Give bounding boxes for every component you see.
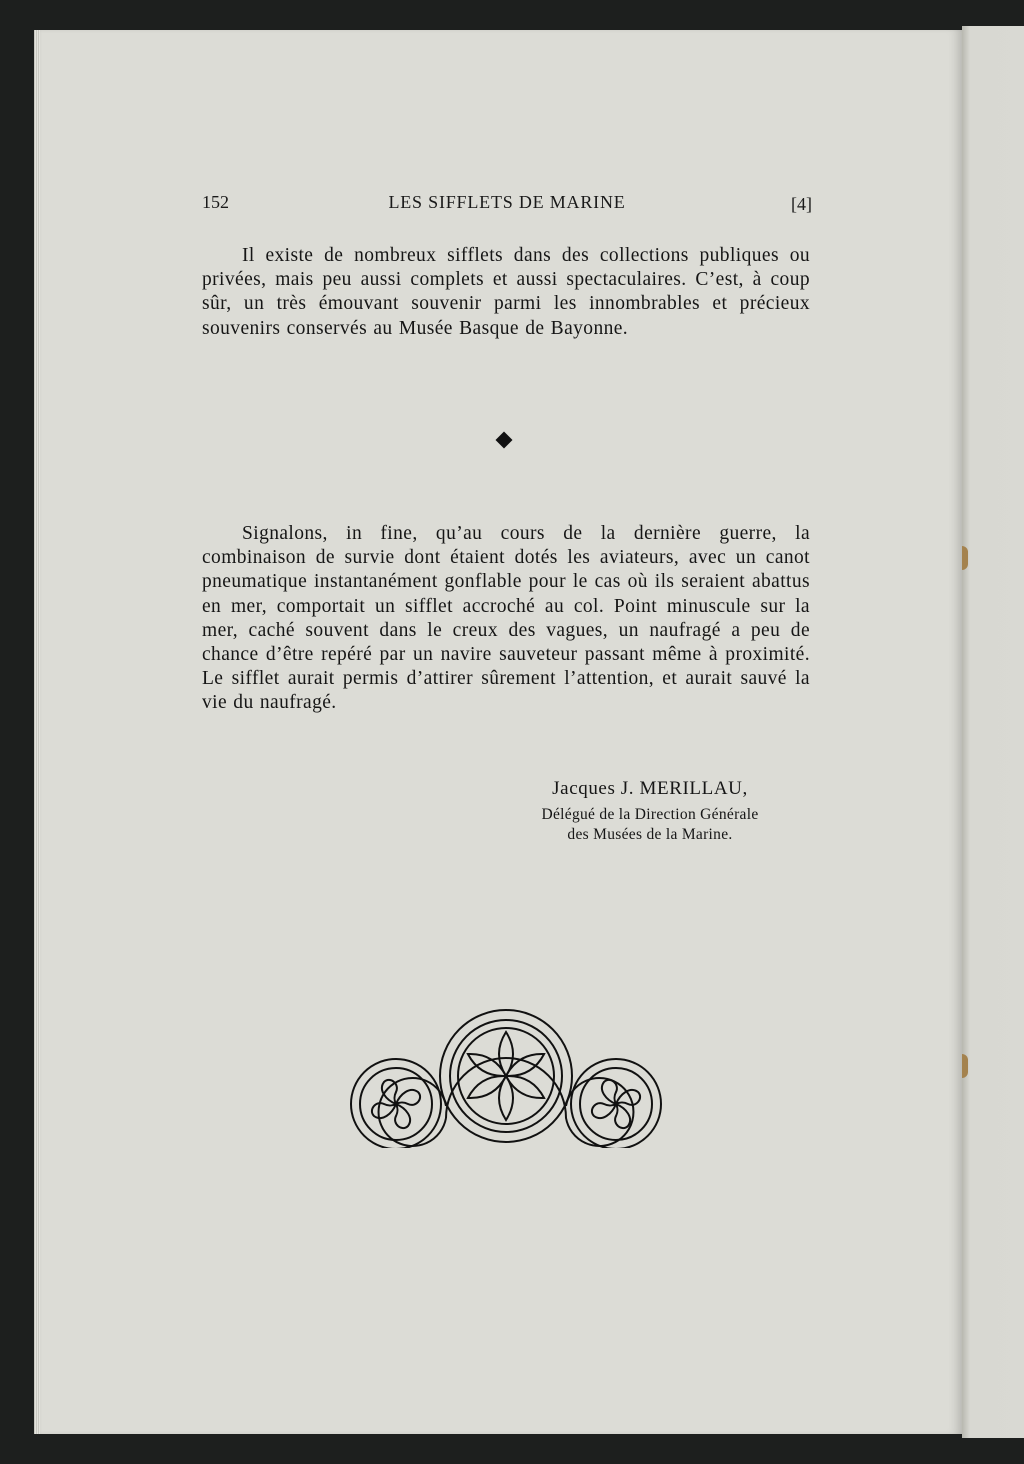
section-number: [4] [791,194,812,214]
body-paragraph-1: Il existe de nombreux sifflets dans des collections publiques ou privées, mais peu aussi complets et aussi spectaculaires. C’est, à coup sûr, un très émouvant souvenir parmi les innombrables et précieux souvenirs conservés au Musée Basque de Bayonne. [202,245,810,339]
basque-ornament-icon [348,1006,664,1148]
page-number: 152 [202,192,229,212]
author-role-line-2: des Musées de la Marine. [567,826,733,843]
author-name: Jacques J. MERILLAU, [552,778,748,799]
author-role-line-1: Délégué de la Direction Générale [541,806,759,823]
author-signature-block [500,776,800,845]
facing-page-edge [962,26,1024,1438]
body-paragraph-2: Signalons, in fine, qu’au cours de la dernière guerre, la combinaison de survie dont étaient dotés les aviateurs, avec un canot pneumatique instantanément gonflable pour le cas où ils seraient abattus en mer, comportait un sifflet accroché au col. Point minuscule sur la mer, caché souvent dans le creux des vagues, un naufragé a peu de chance d’être repéré par un navire sauveteur passant même à proximité. Le sifflet aurait permis d’attirer sûrement l’attention, et aurait sauvé la vie du naufragé. [202,523,810,714]
running-title: LES SIFFLETS DE MARINE [388,192,626,212]
book-page [34,30,962,1434]
page-stack-edge [34,30,40,1434]
running-header [202,192,812,218]
